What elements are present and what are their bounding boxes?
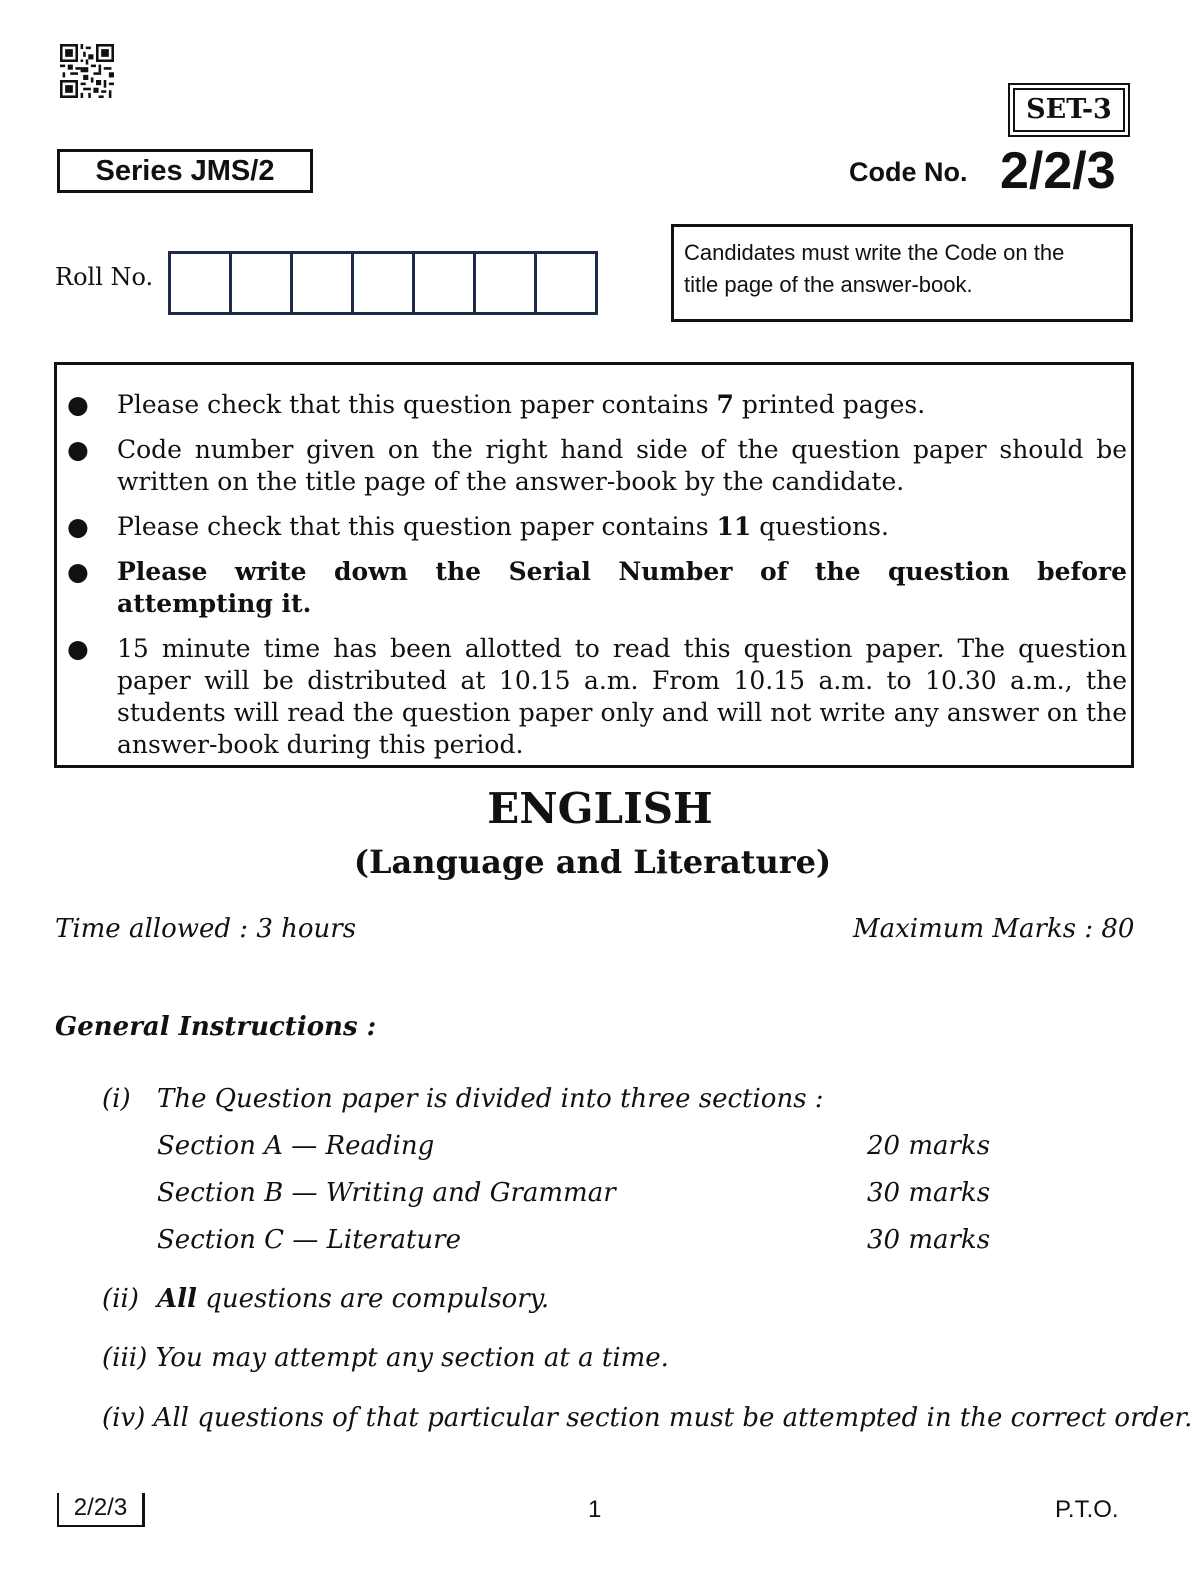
instruction-iii: (iii) You may attempt any section at a time. [102,1343,669,1373]
candidate-note-line-2: title page of the answer-book. [684,272,973,297]
section-marks: 30 marks [867,1225,991,1255]
roll-cell [232,254,293,312]
emphasis: All [157,1284,197,1314]
roll-cell [537,254,595,312]
roll-cell [171,254,232,312]
instruction-item [67,633,1127,761]
code-value: 2/2/3 [1000,142,1116,200]
series-badge [57,149,313,193]
instruction-text: Please check that this question paper contains [117,390,717,419]
general-instructions-heading: General Instructions : [55,1012,377,1042]
question-count: 11 [716,512,752,541]
instructions-box [54,362,1134,768]
footer-code: 2/2/3 [73,1494,128,1521]
roll-cell [415,254,476,312]
instruction-text: Please check that this question paper contains [117,512,717,541]
instruction-item [67,434,1127,498]
time-allowed: Time allowed : 3 hours [55,914,357,944]
maximum-marks: Maximum Marks : 80 [853,914,1135,944]
roll-cell [293,254,354,312]
code-label: Code No. [849,157,968,187]
section-marks: 30 marks [867,1178,991,1208]
page-number: 1 [588,1496,602,1523]
instruction-item [67,511,1127,543]
bullet-icon: ● [67,512,89,541]
bullet-icon: ● [67,634,89,663]
instruction-text: questions are compulsory. [196,1284,550,1314]
pto-label: P.T.O. [1055,1496,1119,1523]
instruction-item [67,556,1127,620]
page-count: 7 [716,390,734,419]
instruction-text: written on the title page of the answer-book by the candidate. [117,467,905,496]
section-name: Section B — Writing and Grammar [157,1178,616,1208]
roll-cell [354,254,415,312]
instruction-item [67,389,1127,421]
qr-code-icon [60,44,114,98]
instruction-text: attempting it. [117,589,312,618]
bullet-icon: ● [67,390,89,419]
candidate-note-line-1: Candidates must write the Code on the [684,240,1065,265]
subject-subtitle: (Language and Literature) [353,843,832,881]
instruction-text: 15 minute time has been allotted to read this question paper. The question [117,634,1127,663]
series-label: Series JMS/2 [95,155,275,187]
instruction-text: questions. [751,512,889,541]
bullet-icon: ● [67,435,89,464]
roll-number-grid [168,251,598,315]
instruction-text: answer-book during this period. [117,730,524,759]
section-name: Section A — Reading [157,1131,435,1161]
set-badge [1013,88,1125,132]
instruction-iv: (iv) All questions of that particular section must be attempted in the correct order. [102,1403,1193,1433]
section-name: Section C — Literature [157,1225,461,1255]
instruction-i-text: The Question paper is divided into three sections : [157,1084,824,1114]
instruction-number: (i) [102,1084,131,1114]
instruction-text: Code number given on the right hand side of the question paper should be [117,435,1127,464]
section-marks: 20 marks [867,1131,991,1161]
instruction-text: printed pages. [733,390,926,419]
instruction-number: (ii) [102,1284,139,1314]
footer-code-box [57,1493,145,1527]
roll-label: Roll No. [55,263,154,291]
instruction-ii [157,1284,549,1314]
set-label: SET-3 [1026,94,1112,125]
subject-title: ENGLISH [487,784,713,833]
instruction-text: students will read the question paper only and will not write any answer on the [117,698,1127,727]
roll-cell [476,254,537,312]
instruction-text: paper will be distributed at 10.15 a.m. From 10.15 a.m. to 10.30 a.m., the [117,666,1127,695]
instruction-text: Please write down the Serial Number of the question before [117,557,1127,586]
candidate-note-box [671,224,1133,322]
bullet-icon: ● [67,557,89,586]
